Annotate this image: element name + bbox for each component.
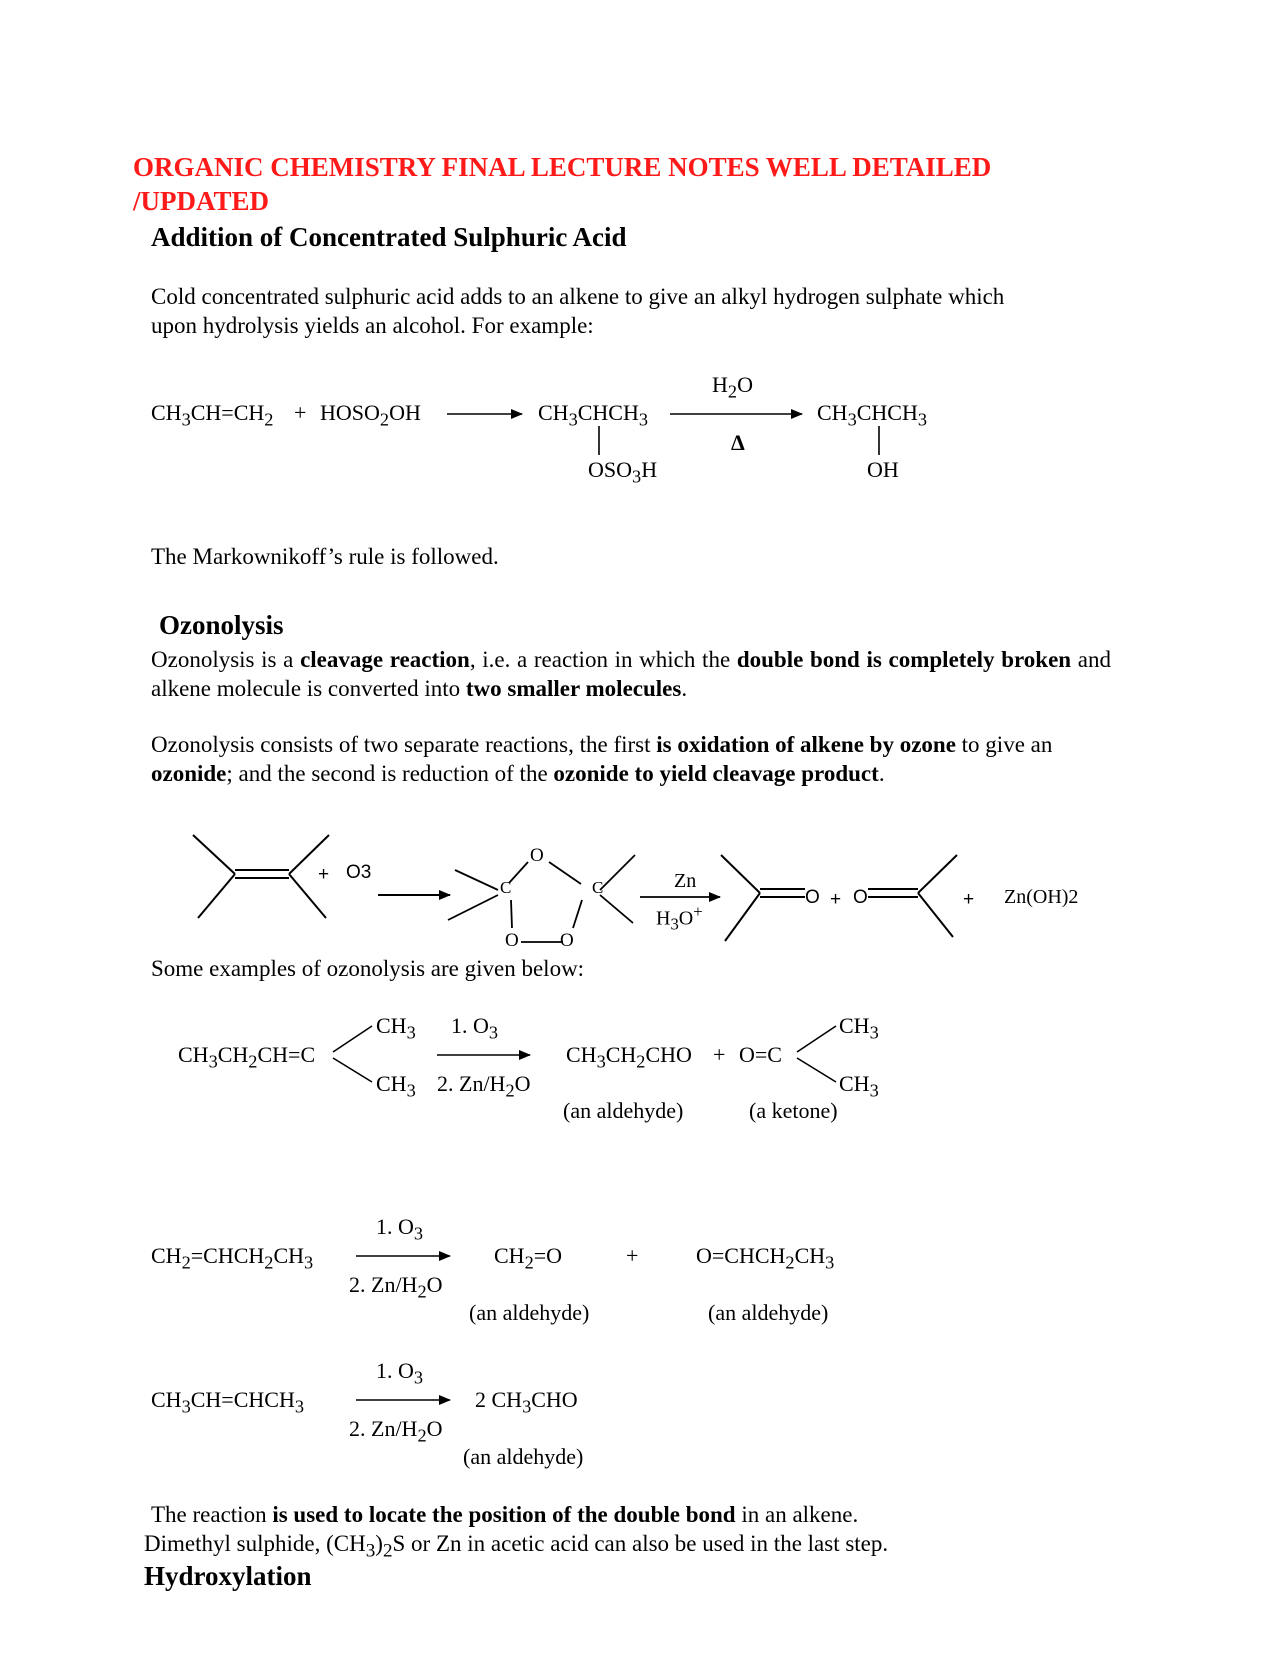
document-title-line2: /UPDATED [133,186,270,216]
p2-b2: ozonide [151,761,227,786]
examples-intro: Some examples of ozonolysis are given below: [151,956,585,981]
dimethyl-sulphide-note: Dimethyl sulphide, $(CH_3)_2S$ or Zn in acetic acid can also be used in the last step. [144,1531,889,1562]
p2-t1: Ozonolysis consists of two separate reactions, the first [151,732,657,757]
ex2-label2: (an aldehyde) [708,1300,829,1325]
ex2-label1: (an aldehyde) [469,1300,590,1325]
p1-t4: . [681,676,688,701]
p1-t3: and alkene molecule is converted into [151,647,1111,701]
p2-t2: to give an [955,732,1053,757]
ozonide-structure [448,855,635,942]
scheme-zn: Zn [674,870,697,892]
sulph-below-arrow: Δ [731,430,745,455]
sulph-intermediate-group: $OSO_3H$ [588,457,658,487]
ex2-product1: $CH_2=O$ [494,1243,563,1273]
scheme-h3o: $H_3O^+$ [656,902,703,934]
ex1-step2: 2. $Zn/H_2O$ [437,1071,531,1101]
scheme-o-product-2: O [853,887,868,908]
ex1-product2: O=C [739,1042,782,1067]
ex1-p2-bond-bottom [797,1058,836,1082]
concl-b1: is used to locate the position of the double bond [272,1502,736,1527]
ex2-product2: $O=CHCH_2CH_3$ [696,1243,835,1273]
ex1-plus: + [713,1042,726,1067]
p2-b3: ozonide to yield cleavage product [553,761,879,786]
ex1-reactant: $CH_3CH_2CH=C$ [178,1042,316,1072]
p2-t4: . [878,761,885,786]
scheme-znoh2: Zn(OH)2 [1004,886,1079,908]
ex1-bond-bottom [333,1058,372,1082]
ex1-label-aldehyde: (an aldehyde) [563,1098,684,1123]
section-heading-sulphuric-acid: Addition of Concentrated Sulphuric Acid [151,222,627,252]
ex3-product: 2 $CH_3CHO$ [475,1387,578,1417]
scheme-o-product-1: O [805,887,820,908]
ex3-step1: 1. $O_3$ [376,1358,424,1388]
section-heading-hydroxylation: Hydroxylation [144,1561,312,1591]
concl-t1: The reaction [151,1502,273,1527]
ex1-p2-ch3-top: $CH_3$ [839,1013,879,1043]
document-title-line1: ORGANIC CHEMISTRY FINAL LECTURE NOTES WELL DETAILED [133,152,992,182]
sulph-product-group: OH [867,457,899,482]
ketone-product-2 [868,855,957,937]
concl-t2: in an alkene. [735,1502,859,1527]
ketone-product-1 [721,855,805,941]
p2-b1: is oxidation of alkene by ozone [656,732,956,757]
sulph-product: $CH_3CHCH_3$ [817,400,928,430]
ex3-label: (an aldehyde) [463,1444,584,1469]
ring-c-left: C [500,878,512,897]
ex1-label-ketone: (a ketone) [749,1098,838,1123]
p1-t1: Ozonolysis is a [151,647,301,672]
ring-o-bottom-right: O [560,930,574,951]
sulphuric-paragraph-line1: Cold concentrated sulphuric acid adds to an alkene to give an alkyl hydrogen sulphate which [151,284,1005,309]
scheme-plus-2: + [830,889,842,910]
scheme-plus-1: + [318,864,330,885]
ex3-step2: 2. $Zn/H_2O$ [349,1416,443,1446]
sulph-intermediate: $CH_3CHCH_3$ [538,400,649,430]
ex1-p2-bond-top [797,1026,836,1052]
p1-b1: cleavage reaction [300,647,470,672]
ex1-p2-ch3-bottom: $CH_3$ [839,1071,879,1101]
ring-o-bottom-left: O [505,930,519,951]
alkene-skeletal [193,835,329,918]
sulph-reagent: $HOSO_2OH$ [320,400,421,430]
ex2-step2: 2. $Zn/H_2O$ [349,1272,443,1302]
sulphuric-paragraph-line2: upon hydrolysis yields an alcohol. For example: [151,313,594,338]
ring-o-top: O [530,845,544,866]
p1-b2: double bond is completely broken [736,647,1072,672]
markownikoff-rule: The Markownikoff’s rule is followed. [151,544,499,569]
sulph-above-arrow: $H_2O$ [712,372,753,402]
ex2-plus: + [626,1243,639,1268]
section-heading-ozonolysis: Ozonolysis [159,610,284,640]
sulph-plus: + [294,400,307,425]
p1-t2: , i.e. a reaction in which the [469,647,737,672]
scheme-ozone: O3 [346,862,372,883]
ex1-ch3-bottom: $CH_3$ [376,1071,416,1101]
ex2-step1: 1. $O_3$ [376,1214,424,1244]
ex2-reactant: $CH_2=CHCH_2CH_3$ [151,1243,314,1273]
sulph-reactant: $CH_3CH=CH_2$ [151,400,274,430]
ex3-reactant: $CH_3CH=CHCH_3$ [151,1387,304,1417]
p2-t3: ; and the second is reduction of the [226,761,554,786]
ring-c-right: C [592,878,604,897]
ex1-ch3-top: $CH_3$ [376,1013,416,1043]
ex1-step1: 1. $O_3$ [451,1013,499,1043]
ex1-product1: $CH_3CH_2CHO$ [566,1042,692,1072]
ex1-bond-top [333,1026,372,1052]
p1-b3: two smaller molecules [465,676,682,701]
scheme-plus-3: + [963,889,975,910]
